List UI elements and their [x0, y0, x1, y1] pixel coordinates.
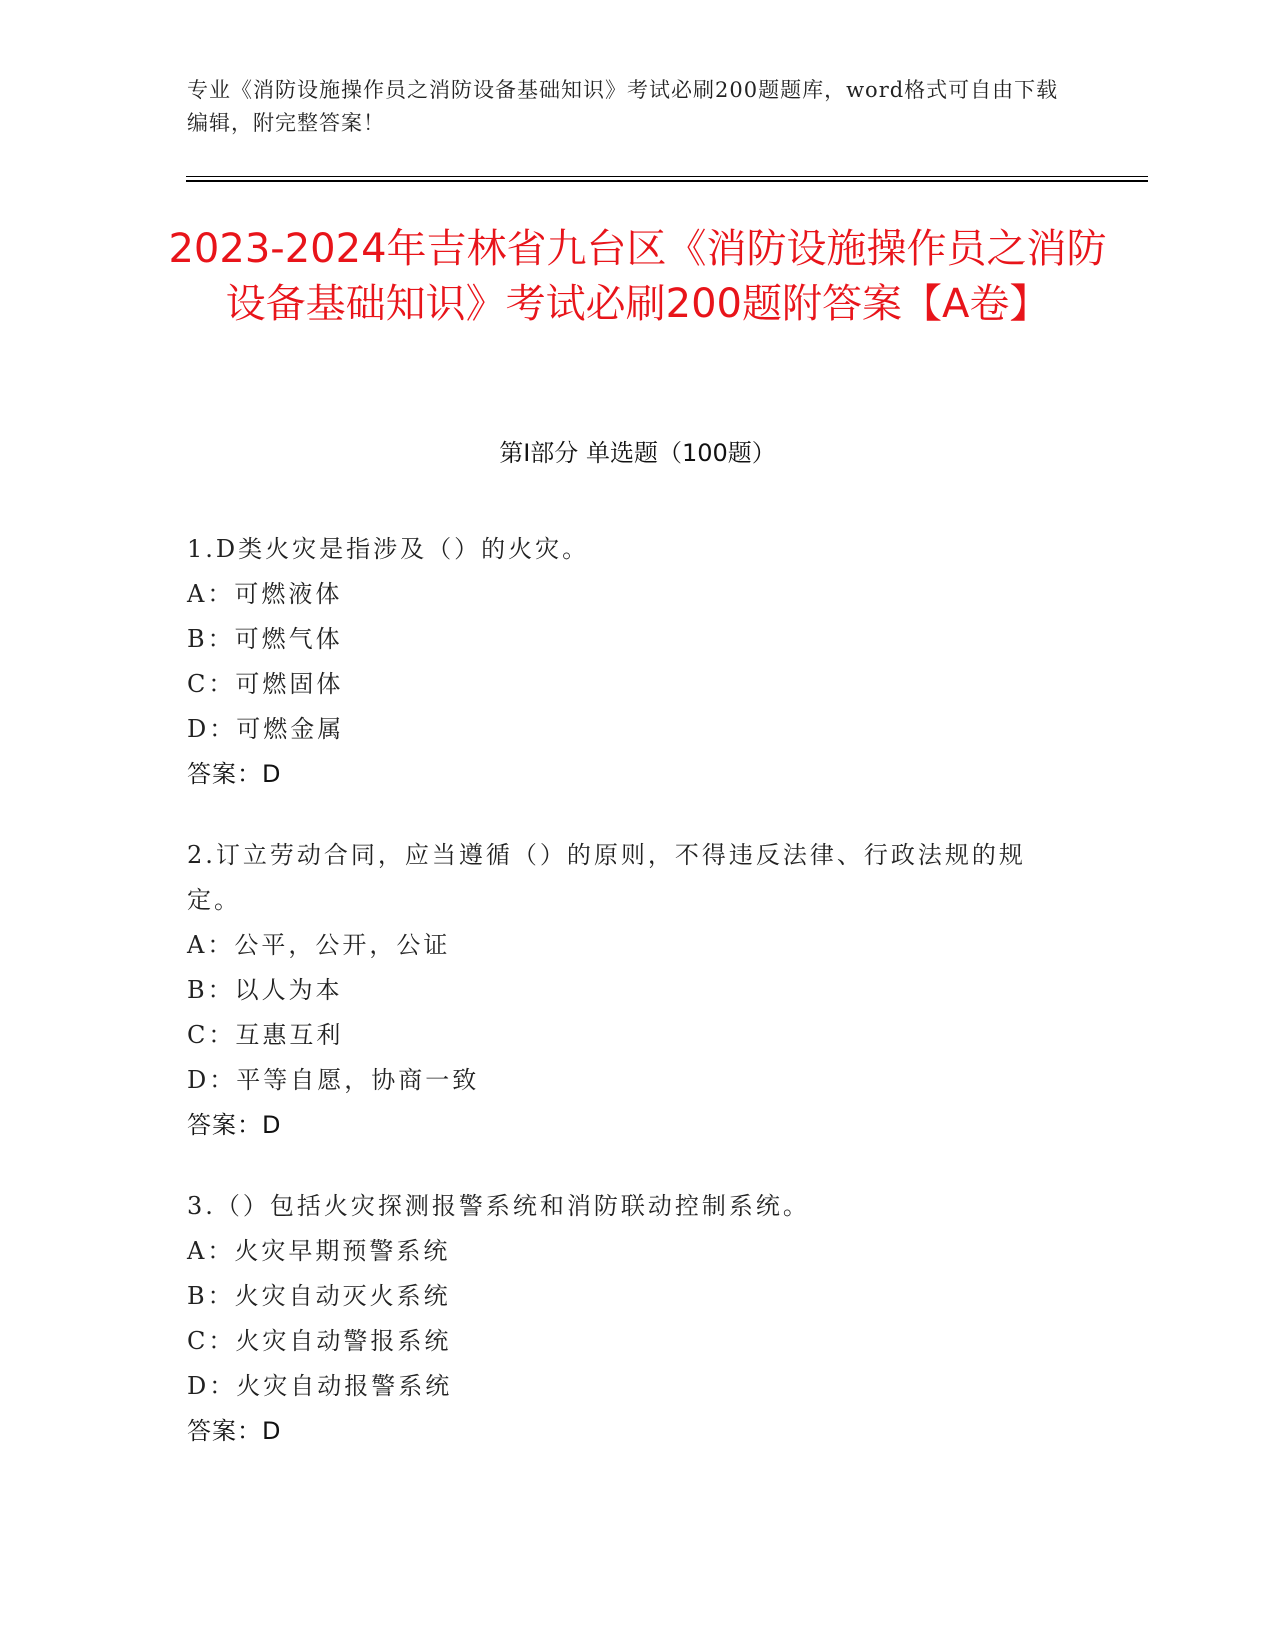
header-divider-thick	[186, 180, 1148, 182]
question-item	[187, 833, 1067, 1148]
option-c: C：火灾自动警报系统	[187, 1327, 452, 1355]
option-d: D：平等自愿，协商一致	[187, 1066, 480, 1094]
question-item	[187, 527, 1067, 797]
option-c: C：互惠互利	[187, 1021, 344, 1049]
option-b: B：火灾自动灭火系统	[187, 1282, 451, 1310]
question-answer: 答案：D	[187, 760, 282, 788]
question-stem: 1.D类火灾是指涉及（）的火灾。	[187, 535, 590, 563]
question-item	[187, 1184, 1067, 1454]
option-d: D：火灾自动报警系统	[187, 1372, 453, 1400]
header-divider-thin	[186, 176, 1148, 177]
option-d: D：可燃金属	[187, 715, 345, 743]
section-heading: 第Ⅰ部分 单选题（100题）	[499, 439, 776, 467]
question-stem: 2.订立劳动合同，应当遵循（）的原则，不得违反法律、行政法规的规定。	[187, 841, 1026, 914]
option-a: A：可燃液体	[187, 580, 343, 608]
question-answer: 答案：D	[187, 1417, 282, 1445]
intro-text: 专业《消防设施操作员之消防设备基础知识》考试必刷200题题库，word格式可自由下载编辑，附完整答案！	[187, 78, 1059, 135]
question-stem: 3.（）包括火灾探测报警系统和消防联动控制系统。	[187, 1192, 810, 1220]
question-list	[187, 527, 1067, 1490]
option-c: C：可燃固体	[187, 670, 344, 698]
option-b: B：可燃气体	[187, 625, 343, 653]
option-b: B：以人为本	[187, 976, 343, 1004]
option-a: A：公平，公开，公证	[187, 931, 451, 959]
document-title: 2023-2024年吉林省九台区《消防设施操作员之消防设备基础知识》考试必刷200题附答案【A卷】	[168, 226, 1107, 327]
option-a: A：火灾早期预警系统	[187, 1237, 451, 1265]
question-answer: 答案：D	[187, 1111, 282, 1139]
